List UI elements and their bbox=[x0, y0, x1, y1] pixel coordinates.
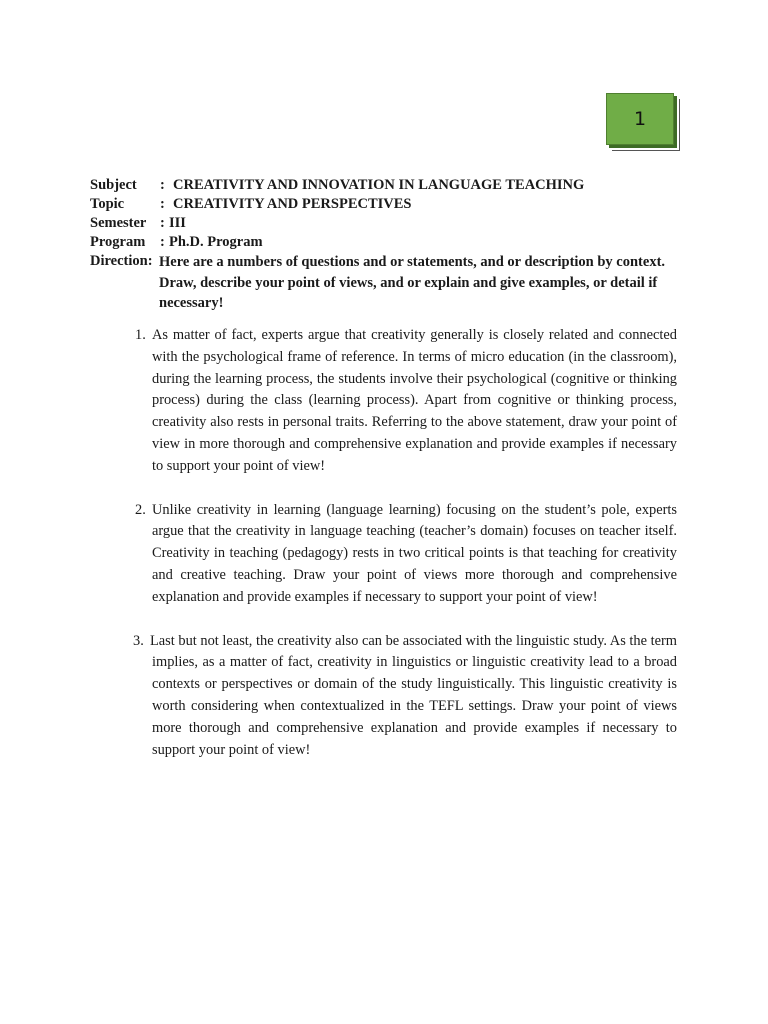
subject-row bbox=[90, 176, 690, 195]
question-number: 3. bbox=[133, 632, 144, 649]
semester-row bbox=[90, 214, 690, 233]
program-value: Ph.D. Program bbox=[169, 234, 263, 250]
semester-label: Semester bbox=[90, 215, 147, 231]
topic-row bbox=[90, 195, 690, 214]
question-text: Unlike creativity in learning (language learning) focusing on the student’s pole, experts argue that the creativity in language teaching (teacher’s domain) focuses on teacher itself. Creativity in teaching (pedagogy) rests in two critical points is that teaching for creativity and creative teaching. Draw your point of views more thorough and comprehensive explanation and provide examples if necessary to support your point of view! bbox=[152, 501, 677, 605]
question-list bbox=[135, 325, 677, 783]
question-number: 2. bbox=[135, 501, 146, 518]
program-row bbox=[90, 233, 690, 252]
direction-text: Here are a numbers of questions and or statements, and or description by context. Draw, describe your point of views, and or explain and give examples, or detail if necessary! bbox=[159, 254, 666, 311]
page-number-badge bbox=[606, 93, 674, 145]
question-text: Last but not least, the creativity also can be associated with the linguistic study. As the term implies, as a matter of fact, creativity in linguistics or linguistic creativity lead to a broad contexts or perspectives or domain of the study linguistically. This linguistic creativity is worth considering when contextualized in the TEFL settings. Draw your point of views more thorough and comprehensive explanation and provide examples if necessary to support your point of view! bbox=[150, 632, 677, 758]
subject-separator: : bbox=[160, 177, 165, 193]
subject-label: Subject bbox=[90, 177, 137, 193]
program-label: Program bbox=[90, 234, 146, 250]
question-number: 1. bbox=[135, 327, 146, 343]
program-separator: : bbox=[160, 234, 165, 250]
subject-value: CREATIVITY AND INNOVATION IN LANGUAGE TEACHING bbox=[173, 177, 585, 193]
semester-separator: : bbox=[160, 215, 165, 231]
question-item bbox=[133, 631, 677, 762]
direction-row bbox=[90, 252, 690, 314]
topic-value: CREATIVITY AND PERSPECTIVES bbox=[173, 196, 412, 212]
topic-label: Topic bbox=[90, 196, 125, 212]
semester-value: III bbox=[169, 215, 186, 231]
question-item bbox=[135, 325, 677, 478]
question-text: As matter of fact, experts argue that creativity generally is closely related and connected with the psychological frame of reference. In terms of micro education (in the classroom), during the learning process, the students involve their psychological (cognitive or thinking process) during the class (learning process). Apart from cognitive or thinking process, creativity also rests in personal traits. Referring to the above statement, draw your point of view in more thorough and comprehensive explanation and provide examples if necessary to support your point of view! bbox=[152, 327, 677, 474]
document-header bbox=[90, 176, 690, 314]
direction-label: Direction: bbox=[90, 253, 153, 269]
page-number: 1 bbox=[633, 108, 647, 130]
question-item bbox=[135, 500, 677, 609]
topic-separator: : bbox=[160, 196, 165, 212]
